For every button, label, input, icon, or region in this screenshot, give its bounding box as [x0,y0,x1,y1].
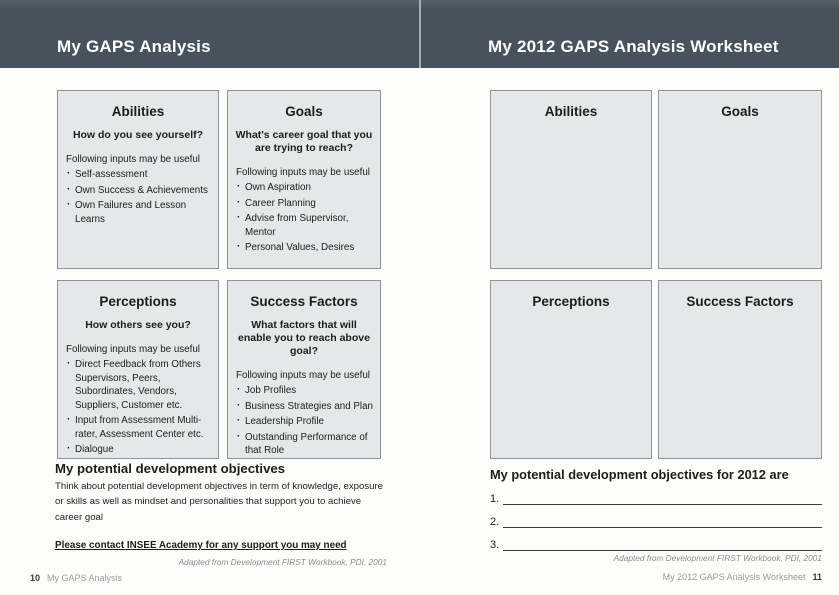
box-intro: Following inputs may be useful [236,370,370,382]
left-page-footer [30,573,122,583]
box-bullet-list [66,358,214,457]
objectives-body: Think about potential development objectives in term of knowledge, exposure or skills as well as mindset and personalities that support you to achieve career goal [55,481,383,523]
worksheet-box-perceptions[interactable] [490,280,652,459]
bullet-item: · Direct Feedback from Others Supervisors, Peers, Subordinates, Vendors, Suppliers, Customer etc. [66,358,214,412]
box-title: Goals [721,104,759,119]
worksheet-objectives-section [490,467,822,551]
bullet-item: · Dialogue [66,443,214,457]
source-attribution: Adapted from Development FIRST Workbook, PDI, 2001 [613,553,822,563]
bullet-item: · Job Profiles [236,384,376,398]
write-in-line[interactable] [503,537,822,551]
gaps-box-perceptions [57,280,219,459]
box-subtitle: What's career goal that you are trying to reach? [235,129,373,155]
line-number: 2. [490,516,500,528]
page-number: 11 [812,572,822,582]
worksheet-objectives-heading: My potential development objectives for 2012 are [490,467,789,482]
gaps-box-success-factors [227,280,381,459]
bullet-item: · Self-assessment [66,168,214,182]
box-bullet-list [236,181,376,255]
footer-label: My 2012 GAPS Analysis Worksheet [662,572,806,582]
objectives-heading: My potential development objectives [55,461,286,476]
header-band [0,0,839,68]
right-page-title: My 2012 GAPS Analysis Worksheet [488,37,779,56]
page-divider [419,0,421,68]
box-title: Abilities [544,104,598,119]
box-title: Perceptions [532,294,610,309]
box-title: Abilities [111,104,165,119]
bullet-item: · Personal Values, Desires [236,241,376,255]
bullet-item: · Own Success & Achievements [66,184,214,198]
bullet-item: · Input from Assessment Multi-rater, Assessment Center etc. [66,414,214,441]
gaps-box-goals [227,90,381,269]
objective-line-3[interactable] [490,537,822,551]
box-intro: Following inputs may be useful [66,154,200,166]
worksheet-box-success-factors[interactable] [658,280,822,459]
footer-label: My GAPS Analysis [47,573,123,583]
box-title: Success Factors [250,294,358,309]
bullet-item: · Advise from Supervisor, Mentor [236,212,376,239]
objective-line-1[interactable] [490,491,822,505]
box-title: Success Factors [686,294,794,309]
contact-note: Please contact INSEE Academy for any support you may need [55,540,347,552]
left-page-title: My GAPS Analysis [57,37,211,56]
box-bullet-list [236,384,376,458]
box-title: Perceptions [99,294,177,309]
bullet-item: · Business Strategies and Plan [236,400,376,414]
box-bullet-list [66,168,214,226]
worksheet-box-goals[interactable] [658,90,822,269]
bullet-item: · Own Aspiration [236,181,376,195]
bullet-item: · Career Planning [236,197,376,211]
page-number: 10 [30,573,41,583]
box-subtitle: What factors that will enable you to reach above goal? [238,319,370,358]
line-number: 3. [490,539,500,551]
write-in-line[interactable] [503,491,822,505]
right-page-footer [490,572,822,582]
bullet-item: · Outstanding Performance of that Role [236,431,376,458]
bullet-item: · Own Failures and Lesson Learns [66,199,214,226]
write-in-line[interactable] [503,514,822,528]
worksheet-box-abilities[interactable] [490,90,652,269]
box-subtitle: How others see you? [85,319,191,331]
box-intro: Following inputs may be useful [66,344,200,356]
source-attribution: Adapted from Development FIRST Workbook, PDI, 2001 [178,557,387,567]
box-intro: Following inputs may be useful [236,167,370,179]
line-number: 1. [490,493,500,505]
box-title: Goals [285,104,323,119]
development-objectives-section [55,461,389,551]
box-subtitle: How do you see yourself? [72,129,204,141]
objective-line-2[interactable] [490,514,822,528]
gaps-box-abilities [57,90,219,269]
bullet-item: · Leadership Profile [236,415,376,429]
